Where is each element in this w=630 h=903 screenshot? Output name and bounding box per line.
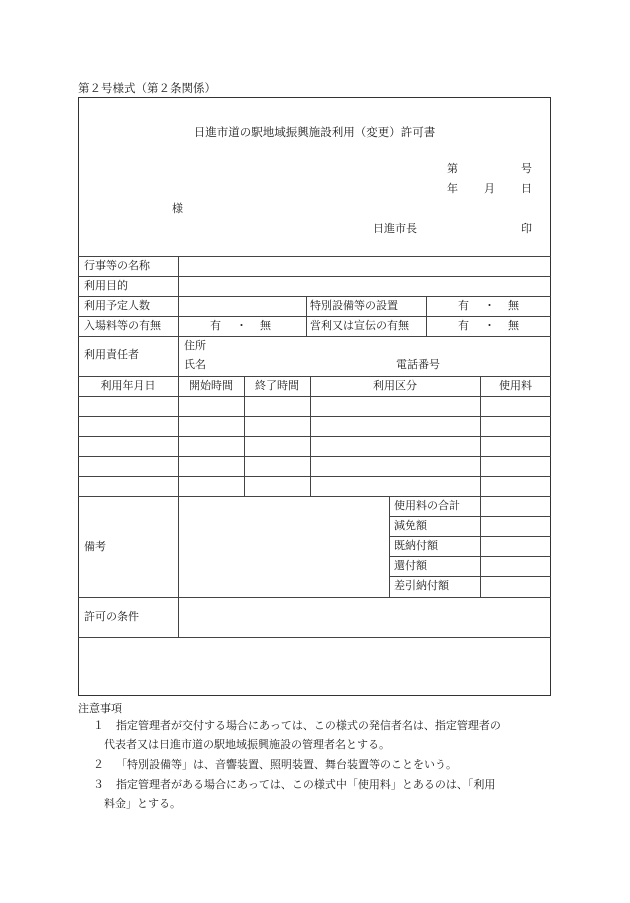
note-2-number: ２	[93, 758, 104, 771]
date-day: 日	[521, 182, 532, 195]
commercial-yes: 有	[458, 319, 469, 332]
label-fee-total: 使用料の合計	[394, 499, 460, 512]
label-event-name: 行事等の名称	[84, 259, 150, 272]
note-1-number: １	[93, 719, 104, 732]
commercial-dot: ・	[484, 319, 495, 332]
label-admission-fee: 入場料等の有無	[84, 319, 161, 332]
label-address: 住所	[184, 339, 206, 352]
header-end: 終了時間	[255, 379, 299, 392]
number-suffix: 号	[521, 162, 532, 175]
special-equipment-dot: ・	[484, 299, 495, 312]
label-purpose: 利用目的	[84, 279, 128, 292]
date-month: 月	[484, 182, 495, 195]
special-equipment-no: 無	[508, 299, 519, 312]
label-paid: 既納付額	[394, 539, 438, 552]
number-prefix: 第	[447, 162, 458, 175]
label-conditions: 許可の条件	[84, 610, 139, 623]
header-category: 利用区分	[373, 379, 417, 392]
label-commercial: 営利又は宣伝の有無	[310, 319, 409, 332]
label-refund: 還付額	[394, 559, 427, 572]
note-3-line-1: 指定管理者がある場合にあっては、この様式中「使用料」とあるのは、「利用	[116, 778, 496, 791]
admission-fee-dot: ・	[236, 319, 247, 332]
note-1-line-1: 指定管理者が交付する場合にあっては、この様式の発信者名は、指定管理者の	[116, 719, 501, 732]
header-start: 開始時間	[189, 379, 233, 392]
note-2-line-1: 「特別設備等」は、音響装置、照明装置、舞台装置等のことをいう。	[116, 758, 457, 771]
issuer-name: 日進市長	[373, 222, 417, 235]
form-number: 第２号様式（第２条関係）	[78, 81, 216, 95]
note-1-line-2: 代表者又は日進市道の駅地域振興施設の管理者名とする。	[104, 738, 390, 751]
admission-fee-yes: 有	[210, 319, 221, 332]
addressee-honorific: 様	[172, 202, 183, 215]
label-responsible-person: 利用責任者	[84, 348, 139, 361]
date-year: 年	[447, 182, 458, 195]
special-equipment-yes: 有	[458, 299, 469, 312]
label-reduction: 減免額	[394, 519, 427, 532]
label-remarks: 備考	[84, 540, 106, 553]
label-name: 氏名	[184, 358, 206, 371]
header-fee: 使用料	[499, 379, 532, 392]
commercial-no: 無	[508, 319, 519, 332]
label-balance: 差引納付額	[394, 579, 449, 592]
note-3-line-2: 料金」とする。	[104, 797, 181, 810]
label-expected-users: 利用予定人数	[84, 299, 150, 312]
notes-heading: 注意事項	[78, 702, 122, 715]
seal-mark: 印	[521, 222, 532, 235]
document-title: 日進市道の駅地域振興施設利用（変更）許可書	[193, 125, 436, 139]
note-3-number: ３	[93, 778, 104, 791]
header-date: 利用年月日	[100, 379, 156, 392]
label-phone: 電話番号	[396, 358, 440, 371]
label-special-equipment: 特別設備等の設置	[310, 299, 398, 312]
admission-fee-no: 無	[260, 319, 271, 332]
